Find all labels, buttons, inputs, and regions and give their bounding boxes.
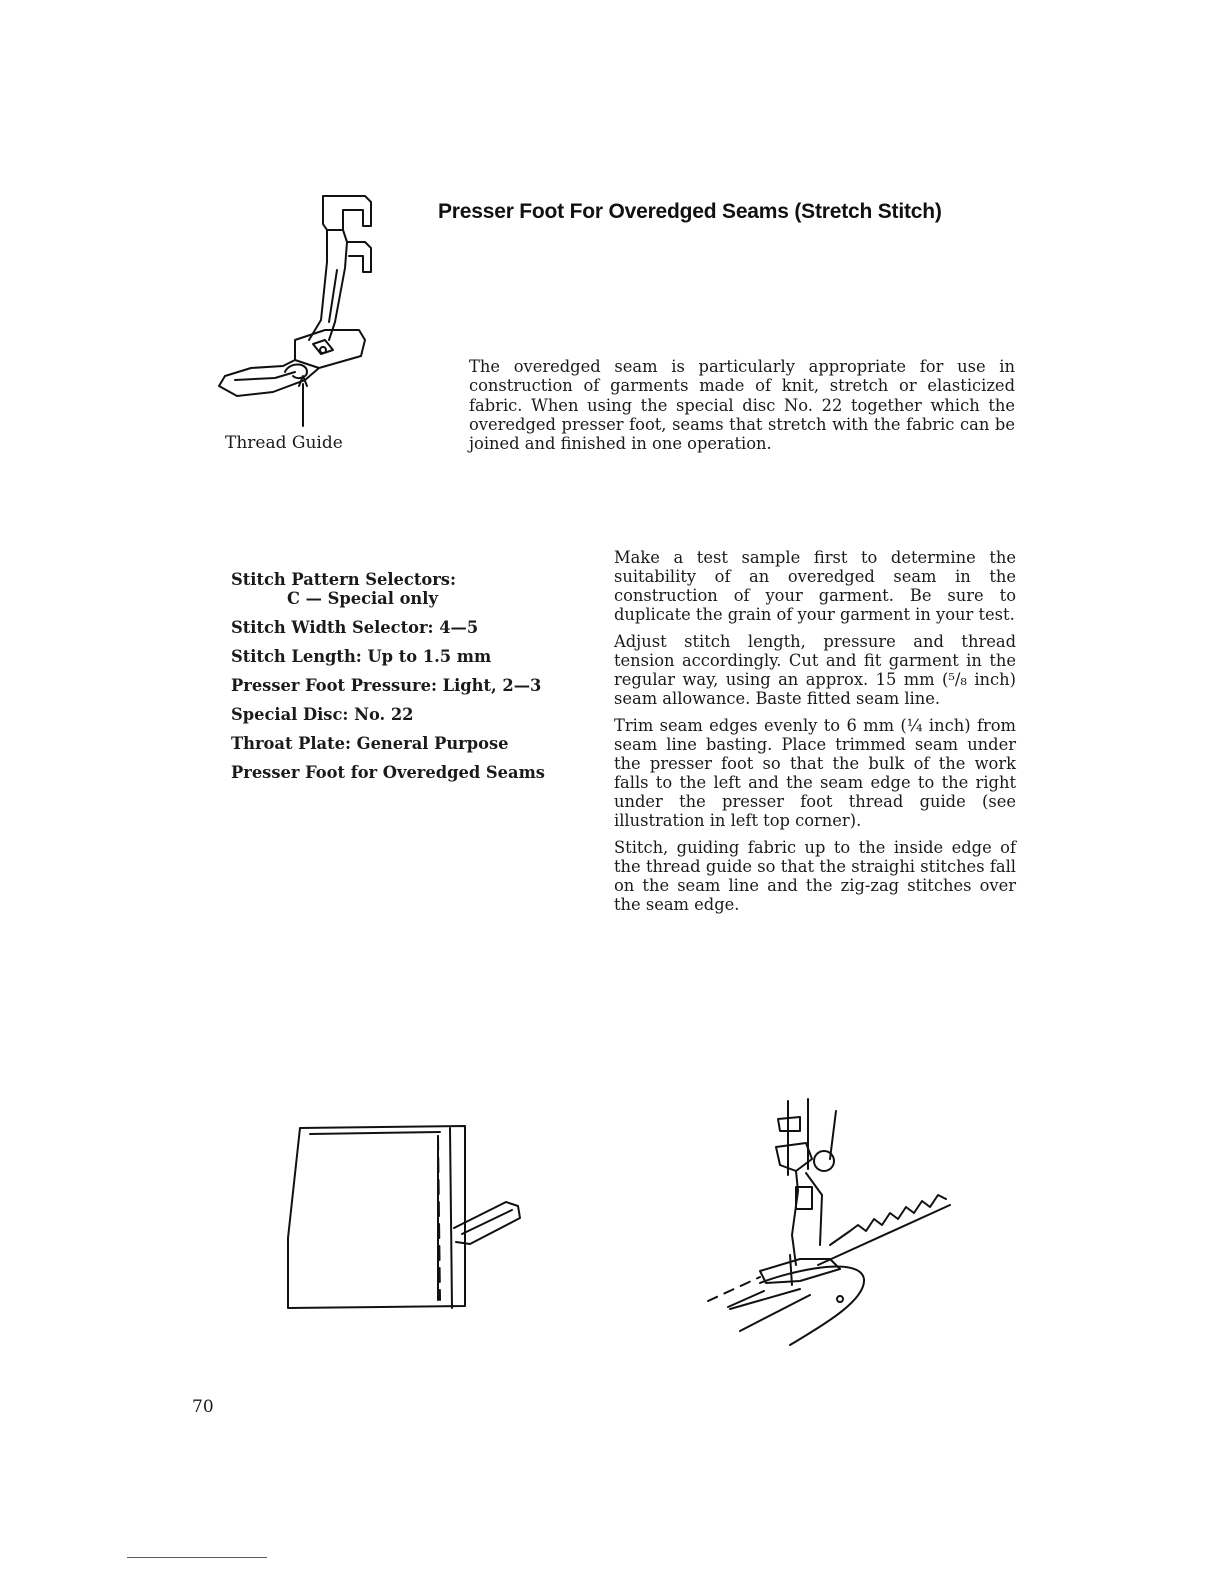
- setting-pattern: [231, 570, 545, 609]
- setting-pattern-label: Stitch Pattern Selectors:: [231, 570, 456, 589]
- presser-foot-illustration: [215, 190, 385, 430]
- instruction-paragraph: Stitch, guiding fabric up to the inside edge of the thread guide so that the straighi stitches fall on the seam line and the zig-zag stitches over the seam edge.: [614, 838, 1016, 914]
- page-title: Presser Foot For Overedged Seams (Stretch Stitch): [438, 200, 942, 223]
- figure-caption: Thread Guide: [225, 433, 343, 453]
- setting-plate: Throat Plate: General Purpose: [231, 734, 509, 753]
- page-number: 70: [192, 1397, 214, 1417]
- settings-list: [231, 570, 545, 792]
- setting-width: Stitch Width Selector: 4—5: [231, 618, 479, 637]
- sewing-machine-stitching-illustration: [700, 1095, 960, 1355]
- setting-pressure: Presser Foot Pressure: Light, 2—3: [231, 676, 542, 695]
- setting-pattern-value: C — Special only: [287, 589, 438, 608]
- instruction-paragraph: Trim seam edges evenly to 6 mm (¼ inch) from seam line basting. Place trimmed seam under the presser foot so that the bulk of the work falls to the left and the seam edge to the right under the presser foot thread guide (see illustration in left top corner).: [614, 716, 1016, 830]
- instruction-paragraph: Make a test sample first to determine the suitability of an overedged seam in the construction of your garment. Be sure to duplicate the grain of your garment in your test.: [614, 548, 1016, 624]
- intro-paragraph: The overedged seam is particularly appropriate for use in construction of garments made of knit, stretch or elasticized fabric. When using the special disc No. 22 together which the overedged presser foot, seams that stretch with the fabric can be joined and finished in one operation.: [469, 357, 1015, 454]
- setting-length: Stitch Length: Up to 1.5 mm: [231, 647, 492, 666]
- fabric-seam-illustration: [280, 1118, 530, 1318]
- setting-foot: Presser Foot for Overedged Seams: [231, 763, 545, 782]
- instructions-column: [614, 548, 1016, 922]
- instruction-paragraph: Adjust stitch length, pressure and thread tension accordingly. Cut and fit garment in the regular way, using an approx. 15 mm (⁵/₈ inch) seam allowance. Baste fitted seam line.: [614, 632, 1016, 708]
- setting-disc: Special Disc: No. 22: [231, 705, 414, 724]
- footer-rule: [127, 1557, 267, 1558]
